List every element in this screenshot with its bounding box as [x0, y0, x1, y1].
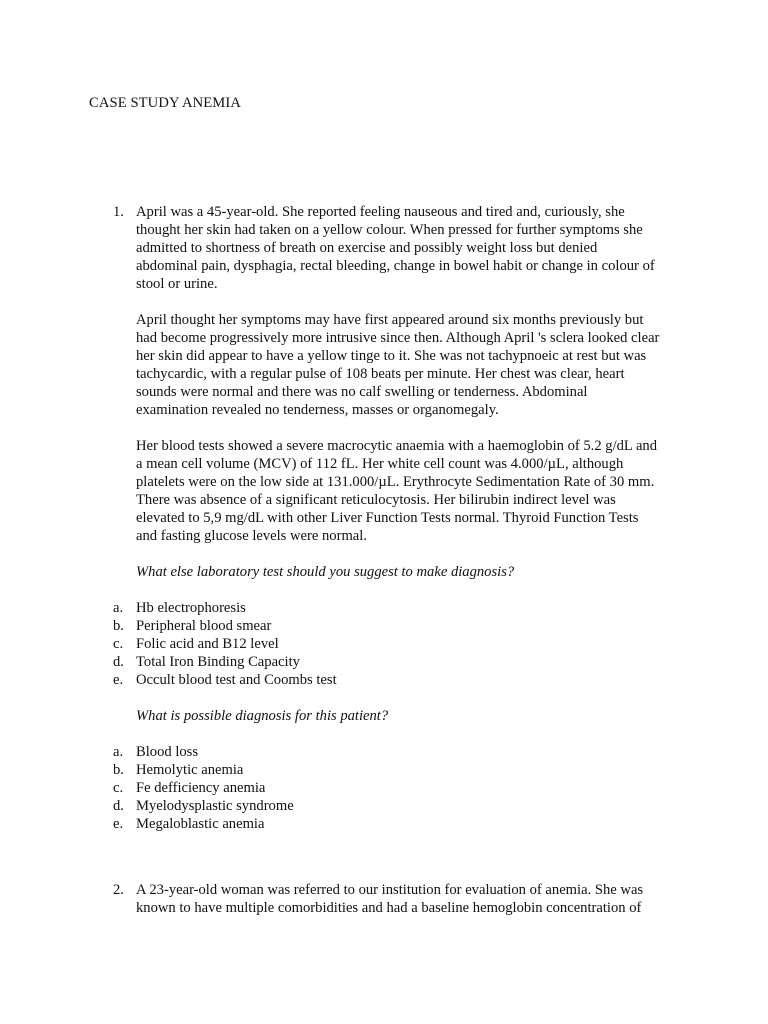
- text-line: April was a 45-year-old. She reported feeling nauseous and tired and, curiously, she: [136, 204, 625, 220]
- text-line: her skin did appear to have a yellow tinge to it. She was not tachypnoeic at rest but was: [136, 348, 647, 364]
- text-line: sounds were normal and there was no calf swelling or tenderness. Abdominal: [136, 384, 588, 400]
- text-line: Her blood tests showed a severe macrocytic anaemia with a haemoglobin of 5.2 g/dL and: [136, 438, 658, 454]
- text-line: known to have multiple comorbidities and had a baseline hemoglobin concentration of: [136, 900, 642, 916]
- case-body: [136, 881, 676, 935]
- option-letter: a.: [113, 600, 124, 616]
- text-line: and fasting glucose levels were normal.: [136, 528, 367, 544]
- option-text: Hb electrophoresis: [136, 600, 246, 616]
- option-text: Megaloblastic anemia: [136, 816, 265, 832]
- text-line: A 23-year-old woman was referred to our institution for evaluation of anemia. She was: [136, 882, 644, 898]
- option-letter: d.: [113, 654, 124, 670]
- option-letter: e.: [113, 672, 124, 688]
- text-line: platelets were on the low side at 131.000/µL. Erythrocyte Sedimentation Rate of 30 mm.: [136, 474, 655, 490]
- options-lab-test: [113, 599, 676, 689]
- option-letter: b.: [113, 762, 124, 778]
- text-line: There was absence of a significant reticulocytosis. Her bilirubin indirect level was: [136, 492, 616, 508]
- option-text: Fe defficiency anemia: [136, 780, 266, 796]
- option-item: [113, 797, 676, 815]
- option-item: [113, 779, 676, 797]
- case-paragraph-blood-tests: [136, 437, 676, 545]
- text-line: elevated to 5,9 mg/dL with other Liver Function Tests normal. Thyroid Function Tests: [136, 510, 639, 526]
- question-lab-test: What else laboratory test should you suggest to make diagnosis?: [136, 564, 515, 580]
- option-text: Peripheral blood smear: [136, 618, 272, 634]
- text-line: April thought her symptoms may have first appeared around six months previously but: [136, 312, 644, 328]
- option-item: [113, 599, 676, 617]
- option-letter: c.: [113, 780, 124, 796]
- option-letter: e.: [113, 816, 124, 832]
- option-item: [113, 617, 676, 635]
- text-line: abdominal pain, dysphagia, rectal bleeding, change in bowel habit or change in colour of: [136, 258, 655, 274]
- option-item: [113, 815, 676, 833]
- option-text: Folic acid and B12 level: [136, 636, 279, 652]
- options-diagnosis: [113, 743, 676, 833]
- question-diagnosis: What is possible diagnosis for this patient?: [136, 708, 389, 724]
- option-item: [113, 743, 676, 761]
- option-letter: a.: [113, 744, 124, 760]
- text-line: examination revealed no tenderness, masses or organomegaly.: [136, 402, 499, 418]
- text-line: admitted to shortness of breath on exercise and possibly weight loss but denied: [136, 240, 598, 256]
- option-text: Total Iron Binding Capacity: [136, 654, 300, 670]
- option-letter: d.: [113, 798, 124, 814]
- option-letter: b.: [113, 618, 124, 634]
- document-title: CASE STUDY ANEMIA: [89, 95, 241, 111]
- option-item: [113, 653, 676, 671]
- option-letter: c.: [113, 636, 124, 652]
- text-line: had become progressively more intrusive since then. Although April 's sclera looked clear: [136, 330, 660, 346]
- text-line: stool or urine.: [136, 276, 218, 292]
- case-paragraph-presentation: [136, 203, 676, 293]
- case-body: [113, 203, 676, 851]
- case-paragraph-examination: [136, 311, 676, 419]
- text-line: a mean cell volume (MCV) of 112 fL. Her white cell count was 4.000/µL, although: [136, 456, 624, 472]
- text-line: tachycardic, with a regular pulse of 108 beats per minute. Her chest was clear, heart: [136, 366, 625, 382]
- case-number: 1.: [113, 204, 124, 220]
- option-text: Blood loss: [136, 744, 199, 760]
- option-item: [113, 761, 676, 779]
- option-item: [113, 671, 676, 689]
- option-item: [113, 635, 676, 653]
- option-text: Occult blood test and Coombs test: [136, 672, 337, 688]
- text-line: thought her skin had taken on a yellow colour. When pressed for further symptoms she: [136, 222, 643, 238]
- option-text: Hemolytic anemia: [136, 762, 244, 778]
- case-number: 2.: [113, 882, 124, 898]
- option-text: Myelodysplastic syndrome: [136, 798, 294, 814]
- case-paragraph-presentation: [136, 881, 676, 917]
